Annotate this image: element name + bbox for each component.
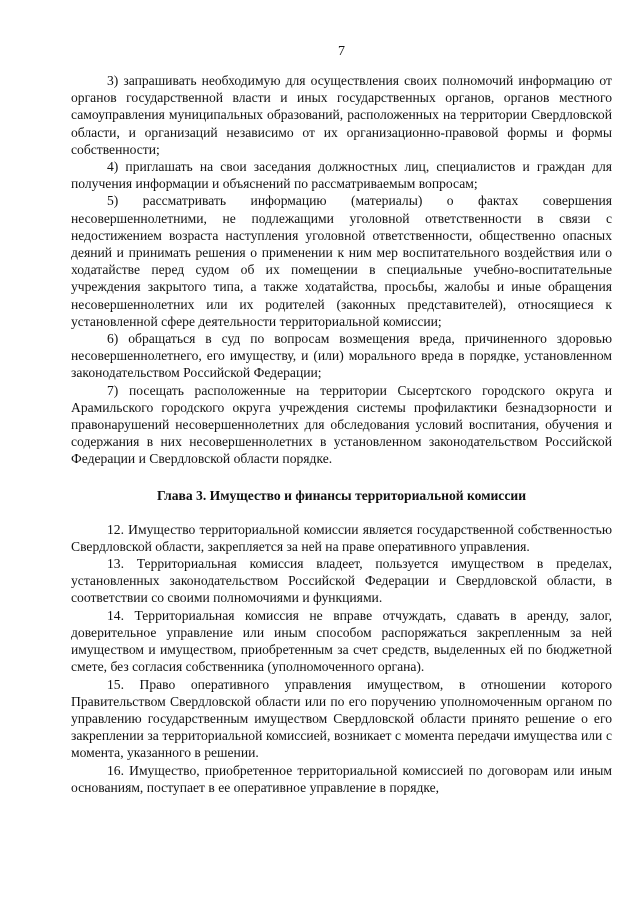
paragraph-item-5: 5) рассматривать информацию (материалы) о фактах совершения несовершеннолетними, не подлежащими уголовной ответственности в связи с недостижением возраста наступления уголовной ответственности, общественно опасных деяний и принимать решения о применении к ним мер воспитательного воздействия или о ходатайстве перед судом об их помещении в специальные учебно-воспитательные учреждения закрытого типа, а также ходатайства, просьбы, жалобы и иные обращения несовершеннолетних или их родителей (законных представителей), относящиеся к установленной сфере деятельности территориальной комиссии; — [71, 193, 612, 329]
chapter-heading: Глава 3. Имущество и финансы территориальной комиссии — [156, 487, 527, 503]
paragraph-item-7: 7) посещать расположенные на территории Сысертского городского округа и Арамильского городского округа учреждения системы профилактики безнадзорности и правонарушений несовершеннолетних для обследования условий воспитания, обучения и содержания в них несовершеннолетних в установленном законодательством Российской Федерации и Свердловской области порядке. — [71, 382, 612, 467]
paragraph-item-4: 4) приглашать на свои заседания должностных лиц, специалистов и граждан для получения информации и объяснений по рассматриваемым вопросам; — [71, 159, 612, 192]
paragraph-16: 16. Имущество, приобретенное территориальной комиссией по договорам или иным основаниям, поступает в ее оперативное управление в порядке, — [71, 762, 612, 795]
page-number: 7 — [338, 44, 345, 59]
paragraph-14: 14. Территориальная комиссия не вправе отчуждать, сдавать в аренду, залог, доверительное управление или иным способом распоряжаться закрепленным за ней имуществом и имуществом, приобретенным за счет средств, выделенных ей по бюджетной смете, без согласия собственника (уполномоченного органа). — [71, 607, 612, 675]
paragraph-13: 13. Территориальная комиссия владеет, пользуется имуществом в пределах, установленных законодательством Российской Федерации и Свердловской области, в соответствии со своими полномочиями и функциями. — [71, 556, 612, 606]
paragraph-item-6: 6) обращаться в суд по вопросам возмещения вреда, причиненного здоровью несовершеннолетнего, его имуществу, и (или) морального вреда в порядке, установленном законодательством Российской Федерации; — [71, 331, 612, 381]
paragraph-item-3: 3) запрашивать необходимую для осуществления своих полномочий информацию от органов государственной власти и иных государственных органов, органов местного самоуправления муниципальных образований, расположенных на территории Свердловской области, и организаций независимо от их организационно-правовой формы и формы собственности; — [71, 73, 612, 157]
paragraph-12: 12. Имущество территориальной комиссии является государственной собственностью Свердловской области, закрепляется за ней на праве оперативного управления. — [71, 521, 612, 554]
paragraph-15: 15. Право оперативного управления имуществом, в отношении которого Правительством Свердловской области или по его поручению уполномоченным органом по управлению государственным имуществом Свердловской области принято решение о его закреплении за территориальной комиссией, возникает с момента передачи имущества или с момента, указанного в решении. — [71, 676, 612, 761]
